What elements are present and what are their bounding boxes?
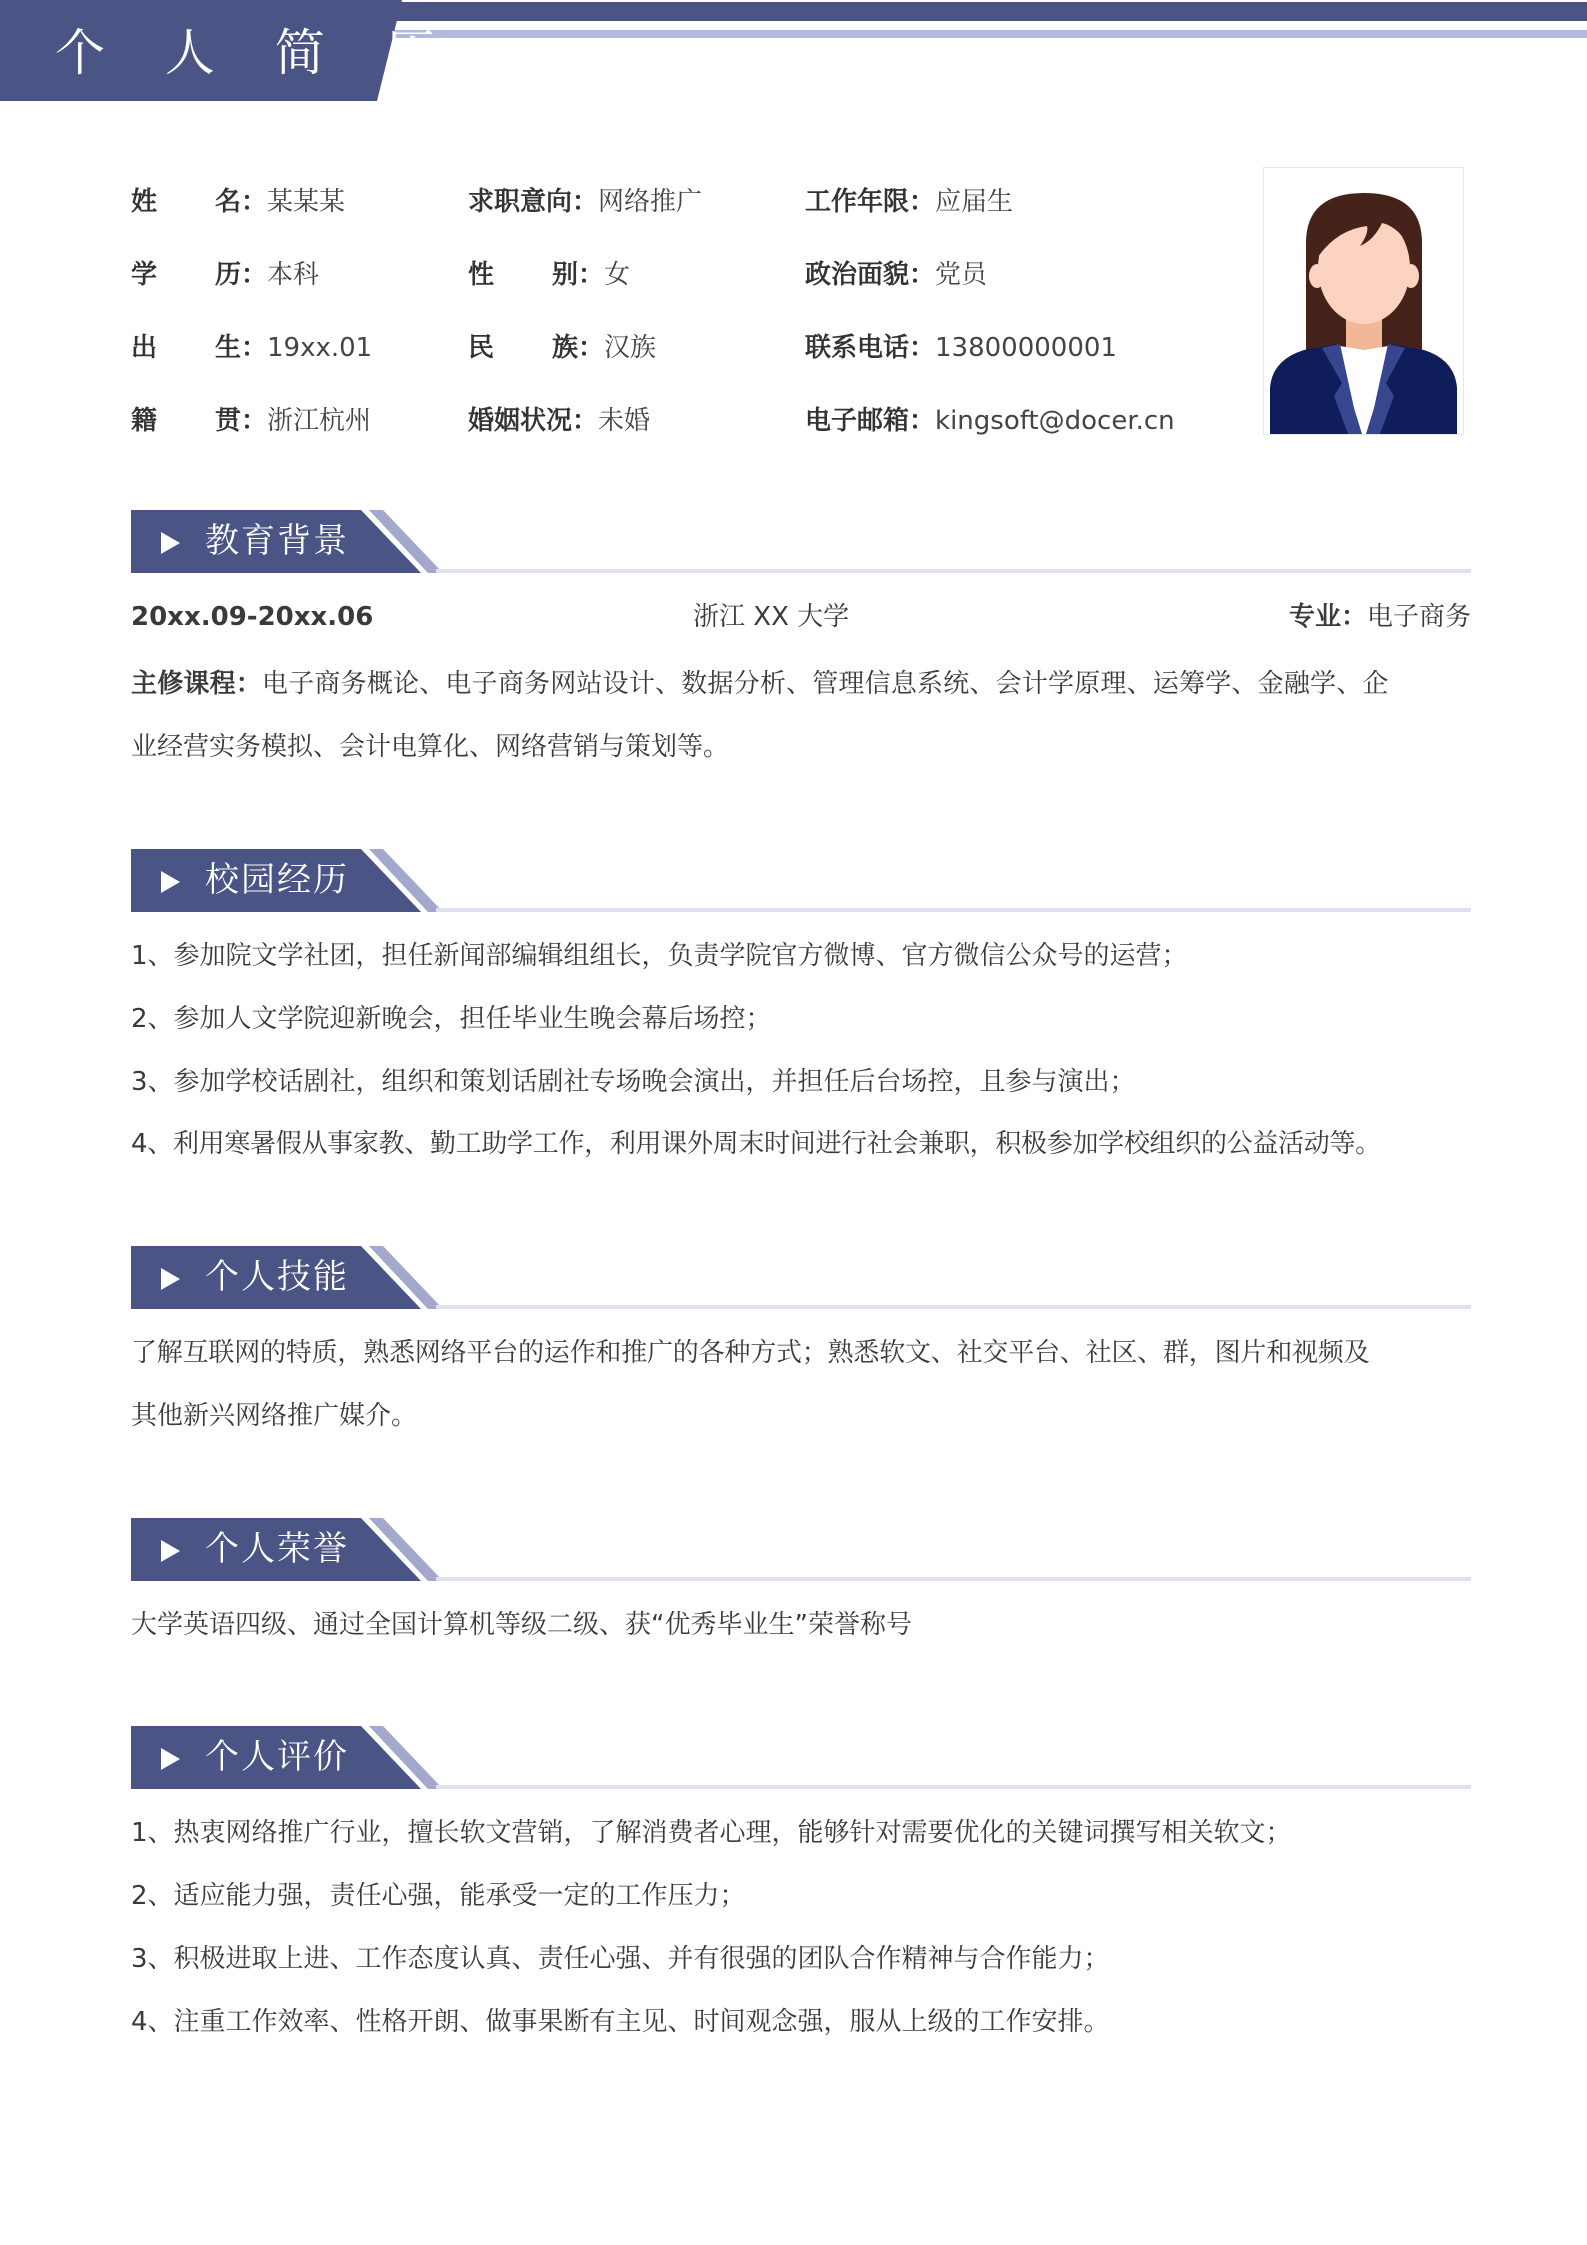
- campus-item: 2、参加人文学院迎新晚会，担任毕业生晚会幕后场控；: [131, 1004, 772, 1034]
- info-phone: [805, 330, 1117, 366]
- info-hometown: [131, 403, 371, 439]
- section-header-skills: [131, 1246, 1471, 1310]
- info-value: 女: [604, 260, 631, 290]
- info-value: 网络推广: [598, 187, 703, 217]
- divider: [436, 1577, 1471, 1581]
- section-title: 校园经历: [205, 860, 349, 900]
- triangle-right-icon: [161, 1268, 180, 1290]
- info-marital: [468, 403, 650, 439]
- info-label: 政治面貌：: [805, 260, 936, 290]
- info-political: [805, 257, 987, 293]
- info-label: 学: [131, 260, 158, 290]
- avatar-female-icon: [1264, 168, 1463, 434]
- page-title: 个 人 简 历: [55, 24, 457, 82]
- education-courses-cont: 业经营实务模拟、会计电算化、网络营销与策划等。: [131, 732, 730, 762]
- header-bar-light: [385, 30, 1587, 38]
- info-value: 某某某: [267, 187, 346, 217]
- info-label: 联系电话：: [805, 333, 936, 363]
- info-value: 浙江杭州: [267, 406, 372, 436]
- section-title: 教育背景: [205, 521, 349, 561]
- info-value: 汉族: [604, 333, 657, 363]
- divider: [436, 908, 1471, 912]
- divider: [436, 1785, 1471, 1789]
- info-label: 生：: [215, 333, 268, 363]
- info-value: 未婚: [598, 406, 651, 436]
- info-birth: [131, 330, 372, 366]
- education-courses: [131, 666, 1473, 702]
- info-label: 求职意向：: [468, 187, 599, 217]
- education-period: 20xx.09-20xx.06: [131, 602, 374, 632]
- info-job-intent: [468, 184, 702, 220]
- info-name: [131, 184, 345, 220]
- evaluation-item: 4、注重工作效率、性格开朗、做事果断有主见、时间观念强，服从上级的工作安排。: [131, 2007, 1110, 2037]
- section-title: 个人技能: [205, 1257, 349, 1297]
- info-value: 党员: [935, 260, 988, 290]
- section-header-campus: [131, 849, 1471, 913]
- evaluation-item: 1、热衷网络推广行业，擅长软文营销，了解消费者心理，能够针对需要优化的关键词撰写相关软文；: [131, 1818, 1292, 1848]
- info-label: 籍: [131, 406, 158, 436]
- info-value: 应届生: [935, 187, 1014, 217]
- info-label: 贯：: [215, 406, 268, 436]
- divider: [436, 1305, 1471, 1309]
- triangle-right-icon: [161, 1540, 180, 1562]
- honors-text: 大学英语四级、通过全国计算机等级二级、获“优秀毕业生”荣誉称号: [131, 1610, 912, 1640]
- info-label: 电子邮箱：: [805, 406, 936, 436]
- section-header-evaluation: [131, 1726, 1471, 1790]
- section-title: 个人评价: [205, 1737, 349, 1777]
- info-label: 姓: [131, 187, 158, 217]
- info-value: 13800000001: [935, 333, 1117, 363]
- triangle-right-icon: [161, 1748, 180, 1770]
- campus-item: 1、参加院文学社团，担任新闻部编辑组组长，负责学院官方微博、官方微信公众号的运营；: [131, 941, 1188, 971]
- courses-text: 电子商务概论、电子商务网站设计、数据分析、管理信息系统、会计学原理、运筹学、金融学、企: [262, 669, 1389, 699]
- info-label: 出: [131, 333, 158, 363]
- major-label: 专业：: [1288, 602, 1367, 632]
- education-school: 浙江 XX 大学: [693, 602, 850, 632]
- courses-label: 主修课程：: [131, 669, 263, 699]
- skills-text-cont: 其他新兴网络推广媒介。: [131, 1401, 418, 1431]
- info-value: kingsoft@docer.cn: [935, 406, 1175, 436]
- header-bar-dark: [390, 2, 1587, 21]
- info-label: 民: [468, 333, 495, 363]
- triangle-right-icon: [161, 532, 180, 554]
- info-value: 19xx.01: [267, 333, 373, 363]
- info-ethnicity: [468, 330, 656, 366]
- triangle-right-icon: [161, 871, 180, 893]
- major-value: 电子商务: [1366, 602, 1471, 632]
- divider: [436, 569, 1471, 573]
- section-header-education: [131, 510, 1471, 574]
- info-label: 工作年限：: [805, 187, 936, 217]
- profile-photo: [1263, 167, 1464, 435]
- campus-item: 4、利用寒暑假从事家教、勤工助学工作，利用课外周末时间进行社会兼职，积极参加学校组织的公益活动等。: [131, 1129, 1381, 1159]
- section-header-honors: [131, 1518, 1471, 1582]
- section-title: 个人荣誉: [205, 1529, 349, 1569]
- info-education: [131, 257, 319, 293]
- campus-item: 3、参加学校话剧社，组织和策划话剧社专场晚会演出，并担任后台场控，且参与演出；: [131, 1067, 1136, 1097]
- info-label: 历：: [215, 260, 268, 290]
- info-label: 婚姻状况：: [468, 406, 599, 436]
- info-label: 族：: [552, 333, 605, 363]
- evaluation-item: 2、适应能力强，责任心强，能承受一定的工作压力；: [131, 1881, 746, 1911]
- info-email: [805, 403, 1175, 439]
- info-label: 别：: [552, 260, 605, 290]
- info-value: 本科: [267, 260, 320, 290]
- evaluation-item: 3、积极进取上进、工作态度认真、责任心强、并有很强的团队合作精神与合作能力；: [131, 1944, 1110, 1974]
- education-major: [1289, 599, 1471, 635]
- info-work-years: [805, 184, 1013, 220]
- skills-text: 了解互联网的特质，熟悉网络平台的运作和推广的各种方式；熟悉软文、社交平台、社区、群，图片和视频及: [131, 1338, 1370, 1368]
- info-gender: [468, 257, 630, 293]
- info-label: 性: [468, 260, 495, 290]
- info-label: 名：: [215, 187, 268, 217]
